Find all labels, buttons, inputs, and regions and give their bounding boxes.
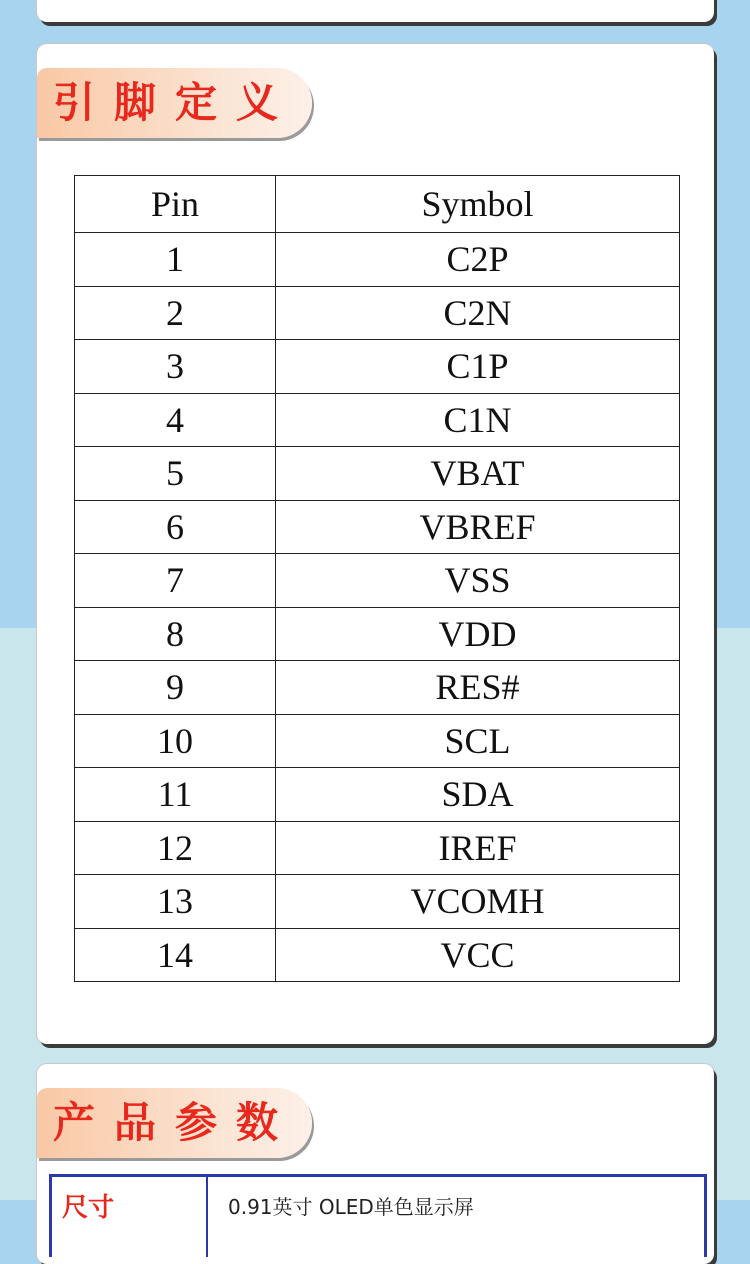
- pin-symbol-cell: SCL: [276, 714, 680, 768]
- pin-table-header-row: [75, 176, 680, 233]
- pin-definition-card: [37, 44, 714, 1044]
- table-row: [75, 607, 680, 661]
- pin-number-cell: 12: [75, 821, 276, 875]
- spec-label-size: 尺寸: [62, 1193, 115, 1223]
- pin-number-cell: 13: [75, 875, 276, 929]
- product-params-card: [37, 1064, 714, 1264]
- previous-section-card: [37, 0, 714, 22]
- pin-table-body: [75, 233, 680, 982]
- pin-symbol-cell: VCC: [276, 928, 680, 982]
- pin-symbol-cell: VCOMH: [276, 875, 680, 929]
- pin-symbol-cell: IREF: [276, 821, 680, 875]
- pin-symbol-cell: VDD: [276, 607, 680, 661]
- pin-number-cell: 2: [75, 286, 276, 340]
- table-row: [75, 447, 680, 501]
- pin-number-cell: 10: [75, 714, 276, 768]
- pin-number-cell: 1: [75, 233, 276, 287]
- pin-symbol-cell: SDA: [276, 768, 680, 822]
- table-row: [75, 233, 680, 287]
- table-row: [75, 286, 680, 340]
- table-row: [75, 875, 680, 929]
- pin-symbol-cell: C2N: [276, 286, 680, 340]
- pin-number-cell: 5: [75, 447, 276, 501]
- table-row: [75, 821, 680, 875]
- pin-number-cell: 7: [75, 554, 276, 608]
- pin-symbol-cell: C1P: [276, 340, 680, 394]
- pin-number-cell: 8: [75, 607, 276, 661]
- table-row: [75, 340, 680, 394]
- pin-definition-title: 引脚定义: [53, 78, 298, 127]
- pin-number-cell: 14: [75, 928, 276, 982]
- spec-table: [49, 1174, 707, 1257]
- pin-number-cell: 4: [75, 393, 276, 447]
- product-params-title: 产品参数: [53, 1098, 298, 1147]
- pin-number-cell: 11: [75, 768, 276, 822]
- pin-number-cell: 9: [75, 661, 276, 715]
- product-params-tab: [37, 1088, 312, 1158]
- pin-table: [74, 175, 680, 982]
- table-row: [75, 714, 680, 768]
- table-row: [75, 500, 680, 554]
- pin-definition-tab: [37, 68, 312, 138]
- pin-symbol-cell: RES#: [276, 661, 680, 715]
- pin-symbol-cell: VBREF: [276, 500, 680, 554]
- table-row: [75, 661, 680, 715]
- table-row: [75, 768, 680, 822]
- pin-symbol-cell: C2P: [276, 233, 680, 287]
- table-row: [75, 928, 680, 982]
- pin-number-cell: 6: [75, 500, 276, 554]
- pin-number-cell: 3: [75, 340, 276, 394]
- spec-value-size: 0.91英寸 OLED单色显示屏: [228, 1195, 474, 1219]
- pin-symbol-cell: C1N: [276, 393, 680, 447]
- pin-column-header: Pin: [75, 176, 276, 233]
- table-row: [75, 393, 680, 447]
- pin-symbol-cell: VBAT: [276, 447, 680, 501]
- spec-column-divider: [206, 1177, 208, 1257]
- symbol-column-header: Symbol: [276, 176, 680, 233]
- pin-symbol-cell: VSS: [276, 554, 680, 608]
- table-row: [75, 554, 680, 608]
